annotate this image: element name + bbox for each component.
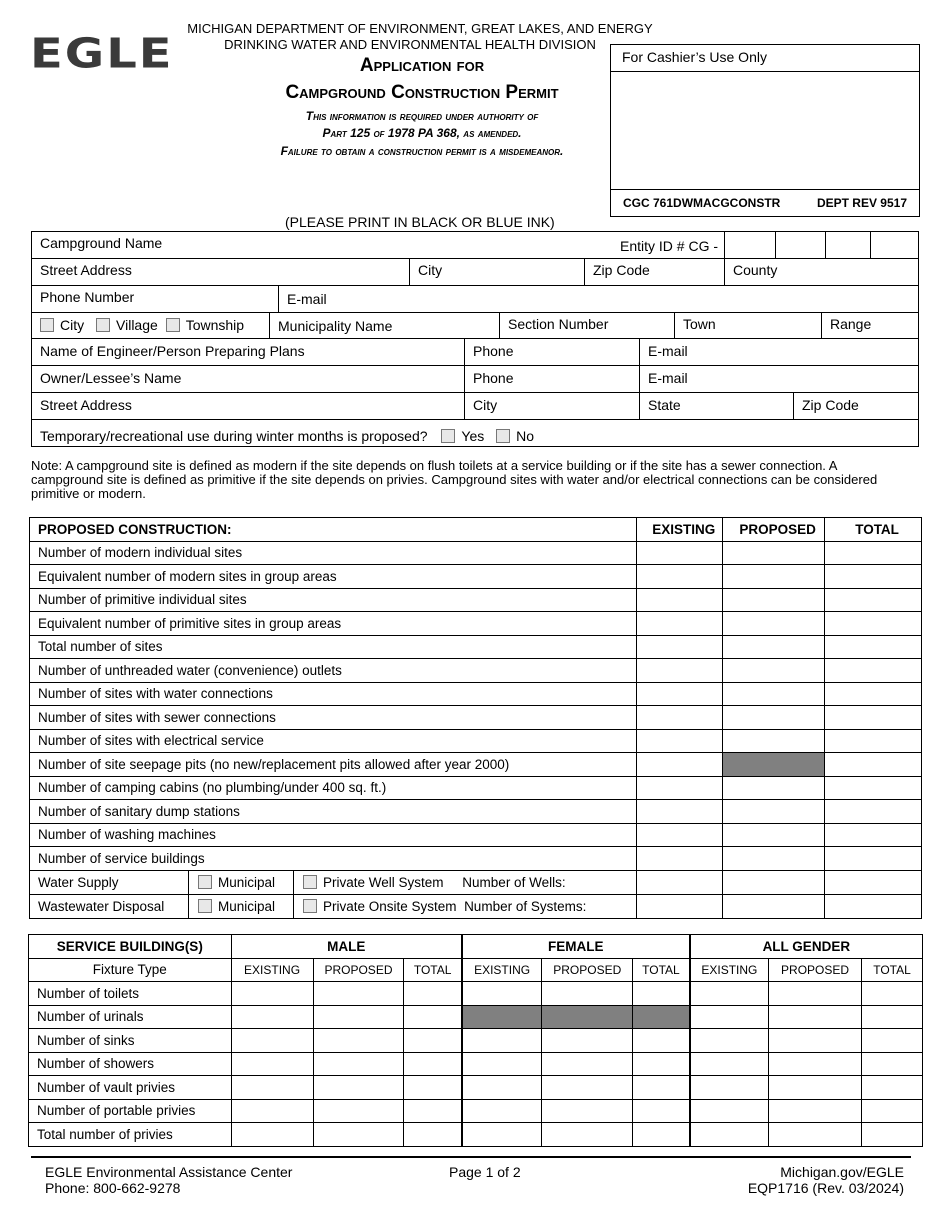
service-all-gender-existing-cell[interactable] <box>690 1052 769 1076</box>
municipality-name-label: Municipality Name <box>278 318 393 334</box>
service-all-gender-total-cell[interactable] <box>862 1052 923 1076</box>
male-total-header: TOTAL <box>404 958 462 982</box>
construction-proposed-cell[interactable] <box>723 541 825 565</box>
print-instruction: (PLEASE PRINT IN BLACK OR BLUE INK) <box>285 214 555 230</box>
service-all-gender-proposed-cell[interactable] <box>769 1123 862 1147</box>
male-header: MALE <box>231 935 462 959</box>
service-row <box>29 1029 923 1053</box>
winter-use-question: Temporary/recreational use during winter months is proposed? <box>40 428 428 444</box>
construction-total-cell[interactable] <box>825 800 922 824</box>
service-male-existing-cell[interactable] <box>231 1052 313 1076</box>
service-female-existing-cell[interactable] <box>462 1076 542 1100</box>
construction-row <box>30 729 922 753</box>
service-building-table <box>28 934 923 1147</box>
winter-no-checkbox[interactable] <box>496 429 510 443</box>
service-female-total-cell[interactable] <box>633 1076 690 1100</box>
service-all-gender-existing-cell[interactable] <box>690 1005 769 1029</box>
water-supply-label: Water Supply <box>30 871 189 894</box>
construction-row <box>30 612 922 636</box>
entity-id-box-1[interactable] <box>725 233 774 257</box>
service-male-existing-cell[interactable] <box>231 1123 313 1147</box>
service-all-gender-total-cell[interactable] <box>862 982 923 1006</box>
service-female-existing-cell[interactable] <box>462 982 542 1006</box>
village-checkbox[interactable] <box>96 318 110 332</box>
construction-proposed-cell[interactable] <box>723 635 825 659</box>
service-male-existing-cell[interactable] <box>231 982 313 1006</box>
town-label: Town <box>683 316 716 332</box>
service-female-total-cell[interactable] <box>633 1052 690 1076</box>
private-well-label: Private Well System <box>323 874 444 890</box>
service-male-proposed-cell[interactable] <box>313 1029 404 1053</box>
service-row-label: Total number of privies <box>29 1123 232 1147</box>
construction-row <box>30 706 922 730</box>
water-municipal-label: Municipal <box>218 874 276 890</box>
footer-website[interactable]: Michigan.gov/EGLE <box>780 1164 904 1180</box>
systems-existing-cell[interactable] <box>637 894 723 918</box>
service-all-gender-proposed-cell[interactable] <box>769 1029 862 1053</box>
wells-total-cell[interactable] <box>825 870 922 894</box>
construction-row <box>30 753 922 777</box>
proposed-column-header: PROPOSED <box>723 518 825 542</box>
systems-proposed-cell[interactable] <box>723 894 825 918</box>
authority-line1: This information is required under authority of <box>305 109 539 123</box>
service-all-gender-proposed-cell[interactable] <box>769 982 862 1006</box>
construction-existing-cell[interactable] <box>637 588 723 612</box>
female-total-header: TOTAL <box>633 958 690 982</box>
construction-row-label: Number of modern individual sites <box>30 541 637 565</box>
service-male-existing-cell[interactable] <box>231 1076 313 1100</box>
service-all-gender-total-cell[interactable] <box>862 1076 923 1100</box>
construction-existing-cell[interactable] <box>637 706 723 730</box>
service-male-existing-cell[interactable] <box>231 1029 313 1053</box>
male-existing-header: EXISTING <box>231 958 313 982</box>
service-female-total-cell <box>633 1005 690 1029</box>
private-well-checkbox[interactable] <box>303 875 317 889</box>
township-option-label: Township <box>185 317 245 333</box>
service-row <box>29 1076 923 1100</box>
section-number-label: Section Number <box>508 316 609 332</box>
construction-row-label: Equivalent number of modern sites in group areas <box>30 565 637 589</box>
service-male-proposed-cell[interactable] <box>313 1123 404 1147</box>
winter-yes-label: Yes <box>461 428 485 444</box>
construction-total-cell[interactable] <box>825 776 922 800</box>
service-male-proposed-cell[interactable] <box>313 1076 404 1100</box>
existing-column-header: EXISTING <box>637 518 723 542</box>
service-female-existing-cell[interactable] <box>462 1052 542 1076</box>
service-female-total-cell[interactable] <box>633 1123 690 1147</box>
egle-logo: EGLE <box>30 30 174 78</box>
service-male-total-cell[interactable] <box>404 1123 462 1147</box>
service-female-proposed-cell[interactable] <box>542 1099 633 1123</box>
construction-proposed-cell[interactable] <box>723 612 825 636</box>
construction-row <box>30 659 922 683</box>
service-all-gender-existing-cell[interactable] <box>690 982 769 1006</box>
wells-proposed-cell[interactable] <box>723 870 825 894</box>
construction-existing-cell[interactable] <box>637 800 723 824</box>
township-checkbox[interactable] <box>166 318 180 332</box>
female-existing-header: EXISTING <box>462 958 542 982</box>
construction-existing-cell[interactable] <box>637 612 723 636</box>
division-name: DRINKING WATER AND ENVIRONMENTAL HEALTH DIVISION <box>224 37 596 52</box>
construction-total-cell[interactable] <box>825 635 922 659</box>
construction-row <box>30 776 922 800</box>
service-male-proposed-cell[interactable] <box>313 1099 404 1123</box>
winter-no-label: No <box>516 428 535 444</box>
service-male-existing-cell[interactable] <box>231 1099 313 1123</box>
city-option-label: City <box>60 317 85 333</box>
misdemeanor-warning: Failure to obtain a construction permit is a misdemeanor. <box>280 144 564 158</box>
construction-existing-cell[interactable] <box>637 659 723 683</box>
footer-phone: Phone: 800-662-9278 <box>45 1180 181 1196</box>
form-title-line2: Campground Construction Permit <box>285 82 559 103</box>
service-building-header: SERVICE BUILDING(S) <box>29 935 232 959</box>
construction-total-cell[interactable] <box>825 588 922 612</box>
service-all-gender-existing-cell[interactable] <box>690 1076 769 1100</box>
entity-id-box-3[interactable] <box>826 233 869 257</box>
street-address-label: Street Address <box>40 262 132 278</box>
owner-email-label: E-mail <box>648 370 688 386</box>
campground-name-label: Campground Name <box>40 235 163 251</box>
owner-city-label: City <box>473 397 498 413</box>
construction-proposed-cell[interactable] <box>723 706 825 730</box>
wastewater-municipal-label: Municipal <box>218 898 276 914</box>
city-label: City <box>418 262 443 278</box>
service-female-proposed-cell <box>542 1005 633 1029</box>
footer-center-name: EGLE Environmental Assistance Center <box>45 1164 293 1180</box>
construction-existing-cell[interactable] <box>637 847 723 871</box>
service-all-gender-existing-cell[interactable] <box>690 1029 769 1053</box>
service-all-gender-existing-cell[interactable] <box>690 1123 769 1147</box>
form-title-line1: Application for <box>359 55 485 76</box>
construction-proposed-cell[interactable] <box>723 800 825 824</box>
total-column-header: TOTAL <box>825 518 922 542</box>
wastewater-disposal-label: Wastewater Disposal <box>30 895 189 918</box>
service-all-gender-total-cell[interactable] <box>862 1005 923 1029</box>
construction-existing-cell[interactable] <box>637 541 723 565</box>
service-all-gender-total-cell[interactable] <box>862 1099 923 1123</box>
construction-total-cell[interactable] <box>825 753 922 777</box>
construction-row-label: Number of service buildings <box>30 847 637 871</box>
water-municipal-checkbox[interactable] <box>198 875 212 889</box>
entity-id-box-4[interactable] <box>871 233 919 257</box>
service-all-gender-proposed-cell[interactable] <box>769 1099 862 1123</box>
construction-existing-cell[interactable] <box>637 565 723 589</box>
owner-street-address-label: Street Address <box>40 397 132 413</box>
construction-row <box>30 541 922 565</box>
construction-row-label: Number of unthreaded water (convenience) outlets <box>30 659 637 683</box>
service-row <box>29 1123 923 1147</box>
construction-total-cell[interactable] <box>825 565 922 589</box>
cashier-label: For Cashier’s Use Only <box>611 45 919 72</box>
private-onsite-checkbox[interactable] <box>303 899 317 913</box>
form-id: EQP1716 (Rev. 03/2024) <box>747 1180 904 1196</box>
service-row-label: Number of sinks <box>29 1029 232 1053</box>
applicant-info-section <box>31 231 919 447</box>
construction-row <box>30 800 922 824</box>
authority-line2: Part 125 of 1978 PA 368, as amended. <box>322 126 522 140</box>
construction-total-cell[interactable] <box>825 823 922 847</box>
construction-existing-cell[interactable] <box>637 635 723 659</box>
construction-proposed-cell[interactable] <box>723 776 825 800</box>
private-onsite-label: Private Onsite System <box>323 898 457 914</box>
female-proposed-header: PROPOSED <box>542 958 633 982</box>
owner-state-label: State <box>648 397 681 413</box>
wastewater-municipal-checkbox[interactable] <box>198 899 212 913</box>
service-female-proposed-cell[interactable] <box>542 982 633 1006</box>
all-gender-header: ALL GENDER <box>690 935 923 959</box>
service-all-gender-total-cell[interactable] <box>862 1029 923 1053</box>
construction-total-cell[interactable] <box>825 541 922 565</box>
construction-total-cell[interactable] <box>825 682 922 706</box>
service-female-total-cell[interactable] <box>633 1099 690 1123</box>
construction-total-cell[interactable] <box>825 706 922 730</box>
service-female-proposed-cell[interactable] <box>542 1123 633 1147</box>
construction-total-cell[interactable] <box>825 659 922 683</box>
email-label: E-mail <box>287 291 327 307</box>
city-checkbox[interactable] <box>40 318 54 332</box>
construction-total-cell[interactable] <box>825 612 922 636</box>
service-female-existing-cell[interactable] <box>462 1099 542 1123</box>
construction-proposed-cell[interactable] <box>723 565 825 589</box>
winter-yes-checkbox[interactable] <box>441 429 455 443</box>
construction-row <box>30 635 922 659</box>
construction-total-cell[interactable] <box>825 847 922 871</box>
construction-row-label: Number of washing machines <box>30 823 637 847</box>
construction-row-label: Number of sites with sewer connections <box>30 706 637 730</box>
number-of-wells-label: Number of Wells: <box>462 874 566 890</box>
construction-row-label: Number of site seepage pits (no new/replacement pits allowed after year 2000) <box>30 753 637 777</box>
construction-total-cell[interactable] <box>825 729 922 753</box>
service-all-gender-proposed-cell[interactable] <box>769 1076 862 1100</box>
construction-row-label: Number of sites with electrical service <box>30 729 637 753</box>
service-female-total-cell[interactable] <box>633 1029 690 1053</box>
all-gender-total-header: TOTAL <box>862 958 923 982</box>
range-label: Range <box>830 316 872 332</box>
service-male-total-cell[interactable] <box>404 1099 462 1123</box>
construction-existing-cell[interactable] <box>637 823 723 847</box>
service-male-total-cell[interactable] <box>404 982 462 1006</box>
service-row-label: Number of toilets <box>29 982 232 1006</box>
site-definition-note: Note: A campground site is defined as modern if the site depends on flush toilets at a service building or if the site has a sewer connection. A campground site is defined as primitive if the site depends on privies. Campground sites with water and/or electrical connections can be considered primitive or modern. <box>31 458 878 501</box>
construction-row <box>30 823 922 847</box>
construction-row <box>30 565 922 589</box>
service-female-proposed-cell[interactable] <box>542 1076 633 1100</box>
construction-existing-cell[interactable] <box>637 753 723 777</box>
service-female-existing-cell[interactable] <box>462 1029 542 1053</box>
male-proposed-header: PROPOSED <box>313 958 404 982</box>
construction-row-label: Number of camping cabins (no plumbing/under 400 sq. ft.) <box>30 776 637 800</box>
construction-row <box>30 847 922 871</box>
fixture-type-header: Fixture Type <box>29 958 232 982</box>
owner-name-label: Owner/Lessee’s Name <box>40 370 182 386</box>
proposed-construction-header: PROPOSED CONSTRUCTION: <box>30 518 637 542</box>
construction-row-label: Total number of sites <box>30 635 637 659</box>
owner-zip-label: Zip Code <box>802 397 859 413</box>
county-label: County <box>733 262 778 278</box>
wells-existing-cell[interactable] <box>637 870 723 894</box>
engineer-phone-label: Phone <box>473 343 514 359</box>
service-male-total-cell[interactable] <box>404 1052 462 1076</box>
service-male-total-cell[interactable] <box>404 1076 462 1100</box>
construction-row <box>30 682 922 706</box>
construction-existing-cell[interactable] <box>637 776 723 800</box>
entity-id-box-2[interactable] <box>776 233 824 257</box>
all-gender-existing-header: EXISTING <box>690 958 769 982</box>
service-male-total-cell[interactable] <box>404 1005 462 1029</box>
department-name: MICHIGAN DEPARTMENT OF ENVIRONMENT, GREAT LAKES, AND ENERGY <box>187 21 653 36</box>
construction-proposed-cell[interactable] <box>723 682 825 706</box>
village-option-label: Village <box>116 317 158 333</box>
service-row <box>29 982 923 1006</box>
phone-number-label: Phone Number <box>40 289 135 305</box>
service-all-gender-total-cell[interactable] <box>862 1123 923 1147</box>
service-male-proposed-cell[interactable] <box>313 1052 404 1076</box>
construction-proposed-cell[interactable] <box>723 729 825 753</box>
construction-row-label: Equivalent number of primitive sites in group areas <box>30 612 637 636</box>
service-row <box>29 1005 923 1029</box>
service-female-proposed-cell[interactable] <box>542 1029 633 1053</box>
construction-existing-cell[interactable] <box>637 682 723 706</box>
dept-rev: DEPT REV 9517 <box>816 196 907 210</box>
proposed-construction-table <box>29 517 922 919</box>
service-row-label: Number of urinals <box>29 1005 232 1029</box>
service-male-existing-cell[interactable] <box>231 1005 313 1029</box>
number-of-systems-label: Number of Systems: <box>464 898 587 914</box>
engineer-name-label: Name of Engineer/Person Preparing Plans <box>40 343 305 359</box>
service-all-gender-proposed-cell[interactable] <box>769 1052 862 1076</box>
zip-code-label: Zip Code <box>593 262 650 278</box>
construction-row-label: Number of primitive individual sites <box>30 588 637 612</box>
service-row-label: Number of showers <box>29 1052 232 1076</box>
service-female-proposed-cell[interactable] <box>542 1052 633 1076</box>
service-all-gender-existing-cell[interactable] <box>690 1099 769 1123</box>
construction-row-label: Number of sanitary dump stations <box>30 800 637 824</box>
construction-proposed-cell[interactable] <box>723 823 825 847</box>
service-male-total-cell[interactable] <box>404 1029 462 1053</box>
service-all-gender-proposed-cell[interactable] <box>769 1005 862 1029</box>
construction-proposed-cell <box>723 753 825 777</box>
service-female-existing-cell[interactable] <box>462 1123 542 1147</box>
service-row-label: Number of portable privies <box>29 1099 232 1123</box>
owner-phone-label: Phone <box>473 370 514 386</box>
construction-proposed-cell[interactable] <box>723 847 825 871</box>
cashier-box <box>610 44 920 217</box>
all-gender-proposed-header: PROPOSED <box>769 958 862 982</box>
female-header: FEMALE <box>462 935 690 959</box>
service-row <box>29 1099 923 1123</box>
construction-row-label: Number of sites with water connections <box>30 682 637 706</box>
page-number: Page 1 of 2 <box>449 1164 521 1180</box>
service-female-total-cell[interactable] <box>633 982 690 1006</box>
service-row <box>29 1052 923 1076</box>
service-row-label: Number of vault privies <box>29 1076 232 1100</box>
service-male-proposed-cell[interactable] <box>313 1005 404 1029</box>
cashier-code: CGC 761DWMACGCONSTR <box>623 196 781 210</box>
engineer-email-label: E-mail <box>648 343 688 359</box>
construction-proposed-cell[interactable] <box>723 588 825 612</box>
service-female-existing-cell <box>462 1005 542 1029</box>
construction-proposed-cell[interactable] <box>723 659 825 683</box>
systems-total-cell[interactable] <box>825 894 922 918</box>
entity-id-label: Entity ID # CG - <box>620 238 719 254</box>
construction-row <box>30 588 922 612</box>
service-male-proposed-cell[interactable] <box>313 982 404 1006</box>
construction-existing-cell[interactable] <box>637 729 723 753</box>
